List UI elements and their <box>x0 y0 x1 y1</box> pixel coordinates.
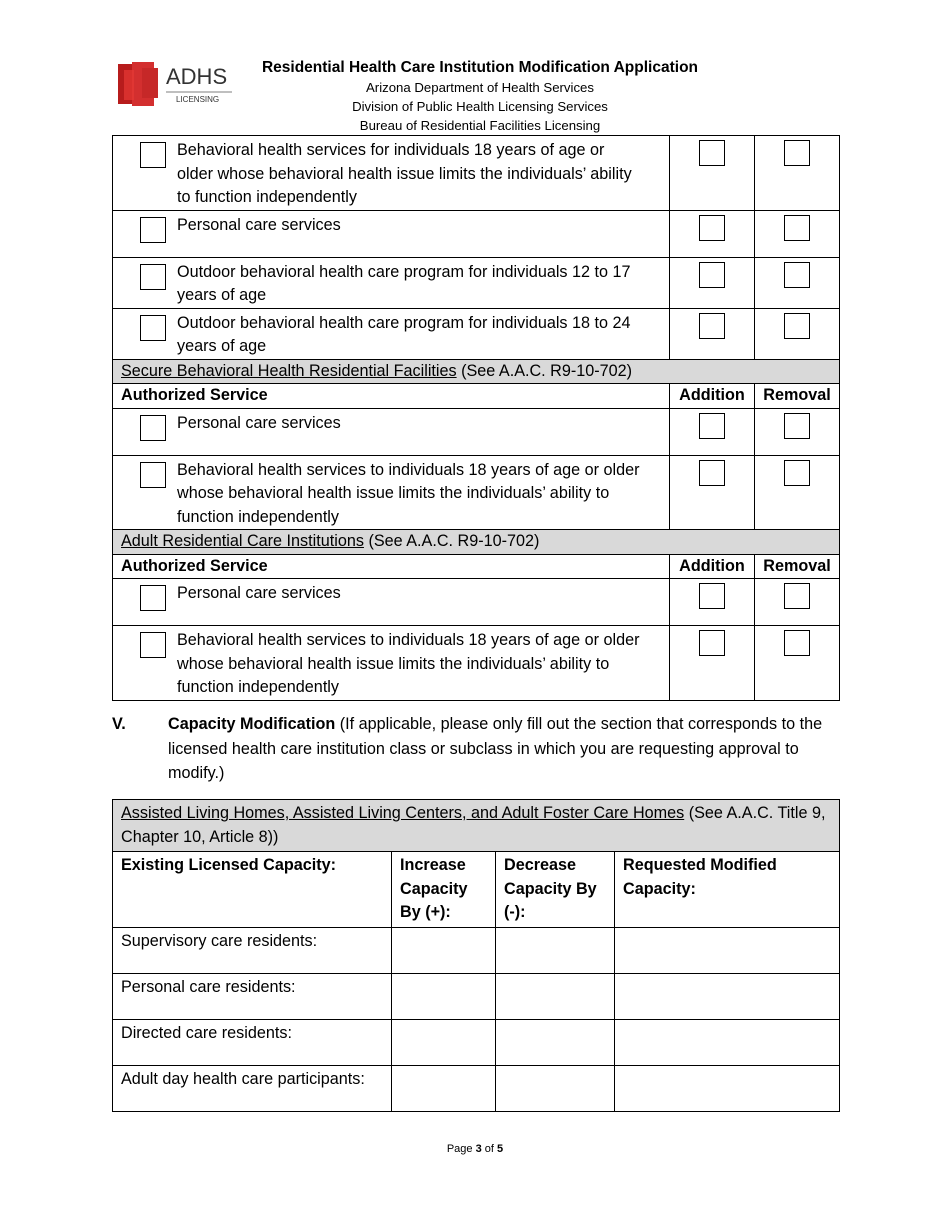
addition-checkbox[interactable] <box>699 215 725 241</box>
col-increase-capacity: Increase Capacity By (+): <box>392 852 496 928</box>
capacity-section-title: Assisted Living Homes, Assisted Living Centers, and Adult Foster Care Homes <box>121 804 685 822</box>
col-removal: Removal <box>755 384 840 409</box>
table-row <box>113 1019 840 1065</box>
decrease-input[interactable] <box>496 927 615 973</box>
service-checkbox[interactable] <box>140 217 166 243</box>
page-label: Page <box>446 1143 473 1155</box>
removal-checkbox[interactable] <box>784 215 810 241</box>
service-label: Behavioral health services for individuals 18 years of age or older whose behavioral health issue limits the individuals’ ability to function independently <box>177 141 632 206</box>
service-checkbox[interactable] <box>140 415 166 441</box>
table-row <box>113 308 840 359</box>
addition-checkbox[interactable] <box>699 313 725 339</box>
removal-checkbox[interactable] <box>784 583 810 609</box>
table-row <box>113 927 840 973</box>
section-header-row <box>113 530 840 555</box>
service-label: Outdoor behavioral health care program for individuals 12 to 17 years of age <box>177 262 631 304</box>
service-checkbox[interactable] <box>140 264 166 290</box>
removal-checkbox[interactable] <box>784 630 810 656</box>
removal-checkbox[interactable] <box>784 140 810 166</box>
addition-checkbox[interactable] <box>699 460 725 486</box>
table-row <box>113 257 840 308</box>
table-row <box>113 136 840 211</box>
logo-subtext: LICENSING <box>176 95 220 104</box>
service-checkbox[interactable] <box>140 585 166 611</box>
service-label: Outdoor behavioral health care program for individuals 18 to 24 years of age <box>177 313 631 355</box>
col-authorized-service: Authorized Service <box>113 554 670 579</box>
header-line-3: Bureau of Residential Facilities Licensing <box>359 118 601 133</box>
page-number: 3 <box>475 1143 482 1155</box>
page-footer <box>0 1143 950 1155</box>
col-requested-capacity: Requested Modified Capacity: <box>615 852 840 928</box>
capacity-table <box>112 799 840 1112</box>
requested-input[interactable] <box>615 973 840 1019</box>
table-row <box>113 408 840 455</box>
row-label: Supervisory care residents: <box>113 927 392 973</box>
table-row <box>113 973 840 1019</box>
secure-section-reference: (See A.A.C. R9-10-702) <box>456 361 633 380</box>
section-header-row <box>113 359 840 384</box>
adult-section-title: Adult Residential Care Institutions <box>121 532 364 550</box>
table-row <box>113 626 840 701</box>
removal-checkbox[interactable] <box>784 413 810 439</box>
page-total: 5 <box>497 1143 504 1155</box>
section-title: Capacity Modification <box>168 715 336 733</box>
of-label: of <box>484 1143 494 1155</box>
service-label: Personal care services <box>177 215 341 234</box>
capacity-section-reference: (See A.A.C. Title 9, Chapter 10, Article 8)) <box>121 804 826 846</box>
section-header-row <box>113 800 840 852</box>
addition-checkbox[interactable] <box>699 262 725 288</box>
col-addition: Addition <box>670 554 755 579</box>
service-checkbox[interactable] <box>140 315 166 341</box>
service-label: Personal care services <box>177 584 341 602</box>
column-header-row <box>113 384 840 409</box>
col-addition: Addition <box>670 384 755 409</box>
addition-checkbox[interactable] <box>699 630 725 656</box>
increase-input[interactable] <box>392 1019 496 1065</box>
secure-section-title: Secure Behavioral Health Residential Facilities <box>121 361 457 380</box>
addition-checkbox[interactable] <box>699 140 725 166</box>
removal-checkbox[interactable] <box>784 313 810 339</box>
table-row <box>113 1065 840 1111</box>
col-existing-capacity: Existing Licensed Capacity: <box>113 852 392 928</box>
decrease-input[interactable] <box>496 1019 615 1065</box>
column-header-row <box>113 554 840 579</box>
decrease-input[interactable] <box>496 1065 615 1111</box>
document-title: Residential Health Care Institution Modification Application <box>261 59 699 76</box>
decrease-input[interactable] <box>496 973 615 1019</box>
removal-checkbox[interactable] <box>784 460 810 486</box>
row-label: Adult day health care participants: <box>113 1065 392 1111</box>
increase-input[interactable] <box>392 927 496 973</box>
col-decrease-capacity: Decrease Capacity By (-): <box>496 852 615 928</box>
section-description: (If applicable, please only fill out the section that corresponds to the licensed health care institution class or subclass in which you are requesting approval to modify.) <box>168 715 823 782</box>
authorized-services-table <box>112 135 840 701</box>
service-checkbox[interactable] <box>140 142 166 168</box>
column-header-row <box>113 852 840 928</box>
requested-input[interactable] <box>615 927 840 973</box>
section-v-body <box>168 712 842 786</box>
table-row <box>113 579 840 626</box>
increase-input[interactable] <box>392 973 496 1019</box>
row-label: Personal care residents: <box>113 973 392 1019</box>
adult-section-reference: (See A.A.C. R9-10-702) <box>363 532 540 550</box>
service-checkbox[interactable] <box>140 632 166 658</box>
service-label: Behavioral health services to individuals 18 years of age or older whose behavioral health issue limits the individuals’ ability to function independently <box>177 460 640 526</box>
header-title-block <box>240 58 720 135</box>
requested-input[interactable] <box>615 1019 840 1065</box>
increase-input[interactable] <box>392 1065 496 1111</box>
service-label: Behavioral health services to individuals 18 years of age or older whose behavioral health issue limits the individuals’ ability to function independently <box>177 631 640 696</box>
col-authorized-service: Authorized Service <box>113 384 670 409</box>
header-line-1: Arizona Department of Health Services <box>366 80 594 95</box>
header-line-2: Division of Public Health Licensing Services <box>352 99 608 114</box>
col-removal: Removal <box>755 554 840 579</box>
adhs-logo <box>114 60 234 108</box>
row-label: Directed care residents: <box>113 1019 392 1065</box>
service-label: Personal care services <box>177 413 341 432</box>
section-v <box>112 712 842 786</box>
addition-checkbox[interactable] <box>699 413 725 439</box>
removal-checkbox[interactable] <box>784 262 810 288</box>
section-number: V. <box>112 715 126 733</box>
table-row <box>113 210 840 257</box>
addition-checkbox[interactable] <box>699 583 725 609</box>
requested-input[interactable] <box>615 1065 840 1111</box>
service-checkbox[interactable] <box>140 462 166 488</box>
page-header <box>0 0 950 135</box>
table-row <box>113 455 840 530</box>
logo-text: ADHS <box>166 64 228 89</box>
